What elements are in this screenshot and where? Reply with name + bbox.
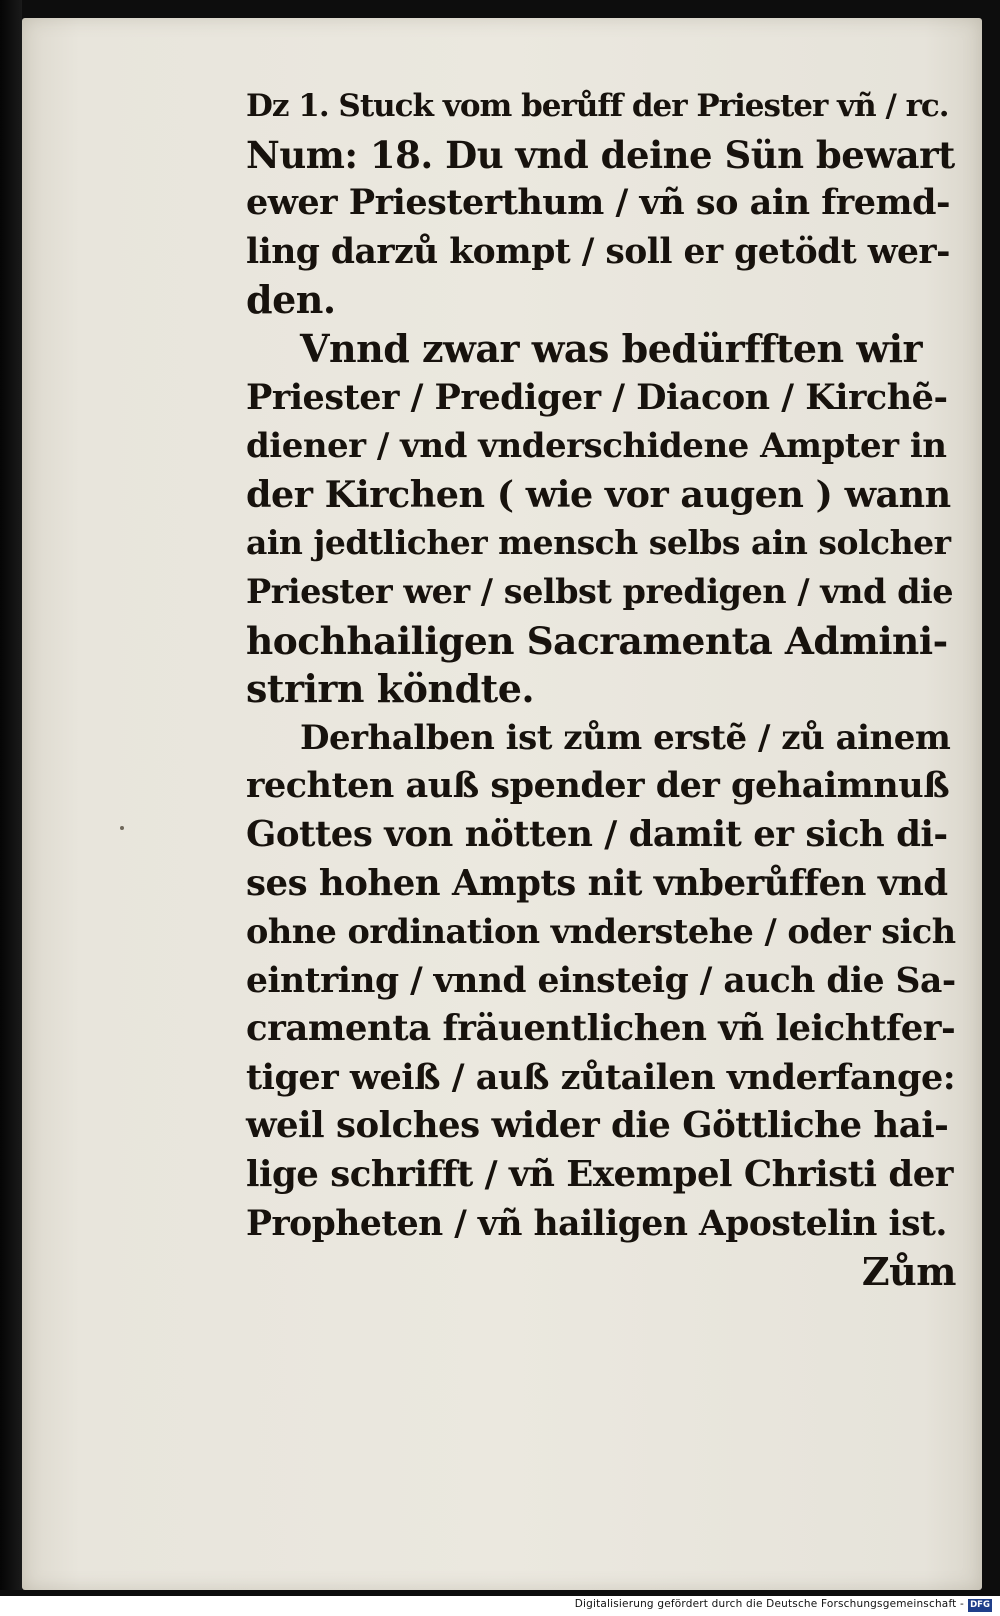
running-header: Dz 1. Stuck vom berůff der Priester vñ / rc.: [246, 88, 949, 124]
text-line: Gottes von nötten / damit er sich di-: [246, 813, 948, 855]
text-line: rechten auß spender der gehaimnuß: [246, 765, 950, 807]
text-line: lige schrifft / vñ Exempel Christi der: [246, 1154, 953, 1196]
text-line: strirn köndte.: [246, 666, 535, 712]
paragraph-start-line: Vnnd zwar was bedürfften wir: [300, 325, 923, 371]
text-line: Priester / Prediger / Diacon / Kirchẽ-: [246, 376, 948, 418]
text-line: hochhailigen Sacramenta Admini-: [246, 618, 948, 663]
dfg-logo-icon: DFG: [968, 1599, 992, 1612]
paragraph-start-line: Derhalben ist zům erstẽ / zů ainem: [300, 717, 951, 758]
text-line: tiger weiß / auß zůtailen vnderfange:: [246, 1056, 956, 1098]
text-line: eintring / vnnd einsteig / auch die Sa-: [246, 960, 956, 1001]
text-line: cramenta fräuentlichen vñ leichtfer-: [246, 1008, 956, 1050]
text-line: Num: 18. Du vnd deine Sün bewart: [246, 132, 955, 177]
text-line: Propheten / vñ hailigen Apostelin ist.: [246, 1203, 947, 1244]
paper-speck: [120, 826, 124, 830]
text-line: der Kirchen ( wie vor augen ) wann: [246, 472, 951, 516]
book-gutter: [0, 0, 22, 1590]
text-line: Priester wer / selbst predigen / vnd die: [246, 571, 954, 611]
text-line: ewer Priesterthum / vñ so ain fremd-: [246, 182, 951, 224]
text-line: ain jedtlicher mensch selbs ain solcher: [246, 523, 951, 563]
text-line: diener / vnd vnderschidene Ampter in: [246, 426, 947, 467]
text-line: ling darzů kompt / soll er getödt wer-: [246, 231, 950, 272]
text-line: den.: [246, 277, 336, 323]
text-line: ses hohen Ampts nit vnberůffen vnd: [246, 862, 948, 904]
catchword: Zům: [861, 1249, 956, 1295]
text-line: ohne ordination vnderstehe / oder sich: [246, 912, 956, 952]
page-text: [246, 82, 956, 1297]
text-line: weil solches wider die Göttliche hai-: [246, 1105, 949, 1147]
digitization-credit: Digitalisierung gefördert durch die Deutsche Forschungsgemeinschaft -: [574, 1598, 964, 1610]
